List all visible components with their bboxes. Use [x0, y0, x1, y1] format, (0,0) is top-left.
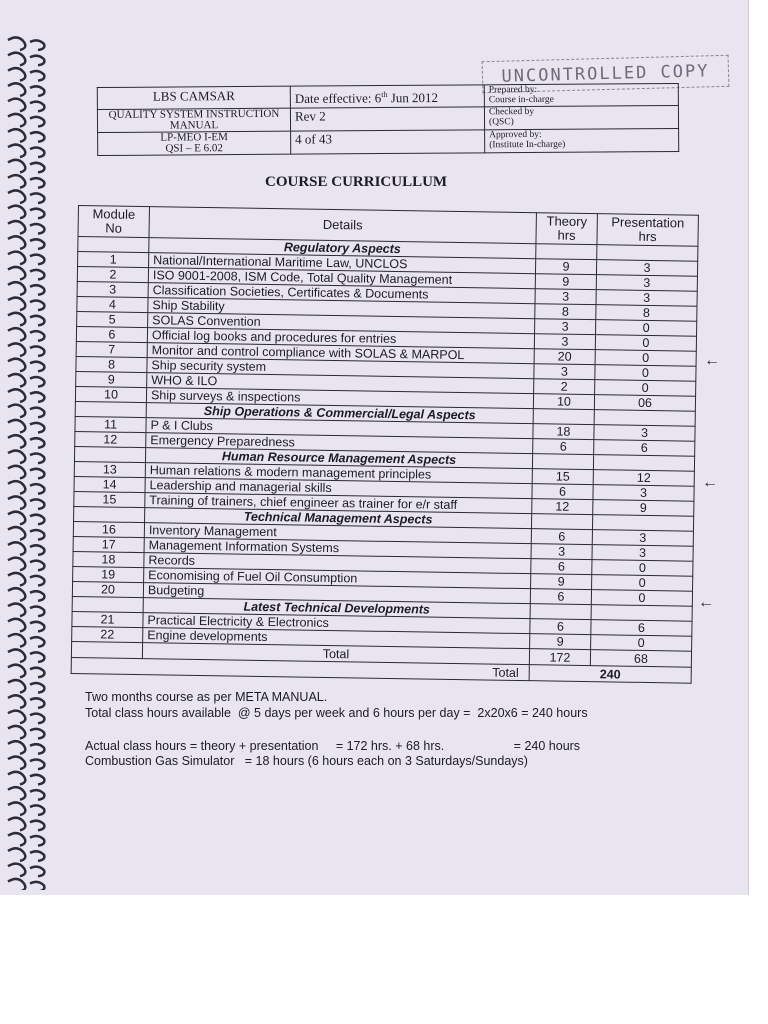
- header-presentation: Presentation hrs: [597, 214, 698, 247]
- presentation-hours: 3: [592, 545, 693, 562]
- module-no: 19: [73, 566, 144, 582]
- module-details: Ship security system: [147, 358, 534, 379]
- theory-hours: 10: [533, 394, 594, 410]
- theory-hours: 20: [534, 349, 595, 365]
- presentation-hours: 0: [591, 635, 692, 652]
- margin-arrow-icon: ←: [702, 474, 718, 491]
- module-details: Ship Stability: [148, 298, 535, 319]
- presentation-hours: 0: [595, 380, 696, 397]
- presentation-hours: 0: [592, 560, 693, 577]
- theory-hours: 6: [530, 589, 591, 605]
- section-title: Human Resource Management Aspects: [145, 448, 532, 469]
- theory-hours: 8: [535, 304, 596, 320]
- theory-hours: 9: [531, 574, 592, 590]
- theory-hours: 6: [531, 559, 592, 575]
- header-theory: Theory hrs: [536, 213, 597, 245]
- theory-hours: 9: [535, 259, 596, 275]
- presentation-hours: 3: [596, 275, 697, 292]
- module-no: 9: [76, 371, 147, 387]
- prepared-by-cell: [484, 83, 678, 107]
- module-no: 11: [75, 416, 146, 432]
- theory-hours: 3: [535, 289, 596, 305]
- note-course-duration: Two months course as per META MANUAL.: [85, 690, 328, 704]
- section-title: Regulatory Aspects: [149, 238, 536, 259]
- module-no: 21: [72, 611, 143, 627]
- presentation-hours: 6: [594, 440, 695, 457]
- curriculum-table: [71, 205, 699, 684]
- theory-hours: 18: [533, 424, 594, 440]
- module-details: Practical Electricity & Electronics: [143, 613, 530, 634]
- module-no: 2: [77, 267, 148, 283]
- code-cell: [98, 132, 291, 156]
- presentation-hours: 06: [594, 395, 695, 412]
- presentation-hours: 0: [595, 365, 696, 382]
- presentation-hours: 12: [593, 470, 694, 487]
- theory-hours: 12: [532, 499, 593, 515]
- presentation-hours: 9: [593, 500, 694, 517]
- grand-total-label: Total: [71, 657, 529, 680]
- module-details: Leadership and managerial skills: [145, 478, 532, 499]
- theory-hours: 3: [534, 334, 595, 350]
- spiral-binding: [0, 30, 60, 890]
- checked-by-label: Checked by: [488, 107, 535, 118]
- module-details: Records: [144, 553, 531, 574]
- theory-hours: 2: [534, 379, 595, 395]
- section-title: Technical Management Aspects: [145, 508, 532, 529]
- presentation-hours: 0: [592, 575, 693, 592]
- prepared-by-value: Course in-charge: [488, 94, 554, 106]
- page-number: 4 of 43: [291, 130, 485, 154]
- module-no: 3: [77, 281, 148, 297]
- module-details: Training of trainers, chief engineer as trainer for e/r staff: [145, 493, 532, 514]
- qsi-code: QSI – E 6.02: [165, 142, 223, 155]
- theory-hours: 6: [531, 529, 592, 545]
- presentation-hours: 0: [591, 590, 692, 607]
- module-details: Official log books and procedures for entries: [147, 328, 534, 349]
- section-title: Latest Technical Developments: [143, 598, 530, 619]
- presentation-hours: 3: [592, 530, 693, 547]
- header-details: Details: [149, 207, 536, 244]
- module-no: 20: [72, 581, 143, 597]
- margin-arrow-icon: ←: [704, 352, 720, 369]
- module-no: 5: [77, 311, 148, 327]
- note-class-hours-available: Total class hours available @ 5 days per week and 6 hours per day = 2x20x6 = 240 hours: [85, 706, 588, 720]
- module-no: 4: [77, 296, 148, 312]
- presentation-hours: 3: [596, 260, 697, 277]
- header-module: Module No: [78, 206, 149, 238]
- module-details: Management Information Systems: [144, 538, 531, 559]
- curriculum-body: [72, 237, 698, 652]
- module-details: WHO & ILO: [147, 373, 534, 394]
- total-presentation: 68: [590, 650, 691, 668]
- theory-hours: 3: [531, 544, 592, 560]
- theory-hours: 3: [534, 364, 595, 380]
- total-label: Total: [142, 643, 529, 665]
- module-no: 14: [74, 476, 145, 492]
- institute-name: LBS CAMSAR: [97, 86, 290, 110]
- manual-name: QUALITY SYSTEM INSTRUCTION MANUAL: [97, 109, 290, 133]
- module-no: 22: [72, 626, 143, 642]
- theory-hours: 6: [533, 439, 594, 455]
- module-details: Engine developments: [143, 628, 530, 649]
- prepared-by-label: Prepared by:: [488, 84, 538, 96]
- presentation-hours: 0: [595, 350, 696, 367]
- checked-by-value: (QSC): [488, 117, 514, 128]
- module-details: P & I Clubs: [146, 418, 533, 439]
- theory-hours: 9: [530, 634, 591, 650]
- grand-total-value: 240: [529, 665, 691, 684]
- course-code: LP-MEO I-EM: [160, 131, 228, 144]
- presentation-hours: 3: [596, 290, 697, 307]
- presentation-hours: 8: [596, 305, 697, 322]
- module-no: 10: [75, 386, 146, 402]
- module-no: 17: [73, 536, 144, 552]
- module-no: 18: [73, 551, 144, 567]
- module-no: 1: [78, 252, 149, 268]
- date-effective: Date effective: 6th Jun 2012: [290, 85, 484, 109]
- theory-hours: 3: [535, 319, 596, 335]
- module-no: 13: [74, 461, 145, 477]
- presentation-hours: 0: [596, 320, 697, 337]
- theory-hours: 9: [535, 274, 596, 290]
- presentation-hours: 0: [595, 335, 696, 352]
- module-details: Ship surveys & inspections: [146, 388, 533, 409]
- module-details: Budgeting: [143, 583, 530, 604]
- module-details: Classification Societies, Certificates & Documents: [148, 283, 535, 304]
- module-no: 8: [76, 356, 147, 372]
- uncontrolled-copy-stamp: UNCONTROLLED COPY: [482, 55, 730, 93]
- module-details: ISO 9001-2008, ISM Code, Total Quality Management: [148, 268, 535, 289]
- margin-arrow-icon: ←: [698, 594, 714, 611]
- module-details: Human relations & modern management principles: [145, 463, 532, 484]
- approved-by-value: (Institute In-charge): [489, 140, 566, 151]
- document-header-table: [97, 83, 679, 156]
- theory-hours: 6: [530, 619, 591, 635]
- module-no: 16: [73, 521, 144, 537]
- total-theory: 172: [529, 649, 590, 666]
- page-title: COURSE CURRICULLUM: [265, 174, 448, 190]
- module-details: SOLAS Convention: [148, 313, 535, 334]
- note-actual-class-hours: Actual class hours = theory + presentation = 172 hrs. + 68 hrs. = 240 hours: [85, 739, 581, 753]
- module-details: Emergency Preparedness: [146, 433, 533, 454]
- theory-hours: 15: [532, 469, 593, 485]
- presentation-hours: 3: [593, 485, 694, 502]
- module-no: 6: [76, 326, 147, 342]
- module-no: 15: [74, 491, 145, 507]
- module-no: 7: [76, 341, 147, 357]
- revision: Rev 2: [290, 107, 484, 131]
- module-no: 12: [75, 431, 146, 447]
- module-details: Inventory Management: [144, 523, 531, 544]
- checked-by-cell: [484, 106, 678, 130]
- approved-by-cell: [485, 129, 679, 153]
- module-details: Economising of Fuel Oil Consumption: [144, 568, 531, 589]
- section-title: Ship Operations & Commercial/Legal Aspects: [146, 403, 533, 424]
- module-details: National/International Maritime Law, UNCLOS: [149, 253, 536, 274]
- theory-hours: 6: [532, 484, 593, 500]
- presentation-hours: 3: [594, 425, 695, 442]
- module-details: Monitor and control compliance with SOLAS & MARPOL: [147, 343, 534, 364]
- approved-by-label: Approved by:: [489, 130, 542, 141]
- note-simulator-hours: Combustion Gas Simulator = 18 hours (6 hours each on 3 Saturdays/Sundays): [85, 754, 528, 768]
- presentation-hours: 6: [591, 620, 692, 637]
